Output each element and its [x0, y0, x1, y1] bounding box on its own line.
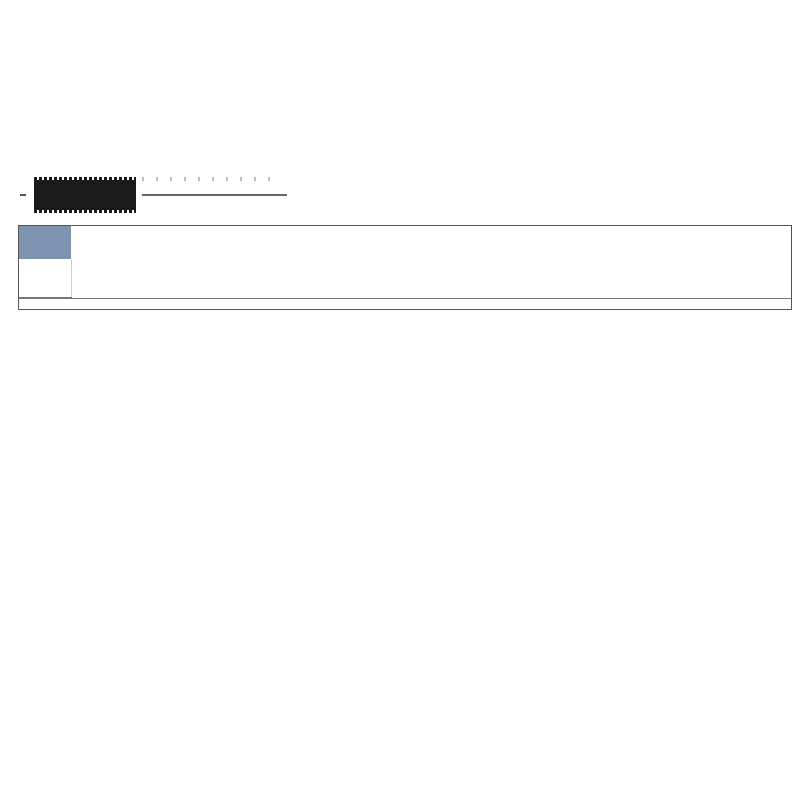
size-header [19, 226, 71, 259]
size-table [19, 226, 791, 298]
banner-label [34, 180, 136, 210]
header-row [19, 226, 791, 259]
size-chart [18, 225, 792, 310]
unit-row [19, 259, 791, 298]
size-subheader [19, 259, 71, 298]
size-chart-banner [20, 175, 280, 215]
banner-line [142, 194, 287, 196]
product-notes [19, 298, 791, 309]
banner-dash [20, 194, 26, 196]
banner-dots [142, 177, 282, 181]
